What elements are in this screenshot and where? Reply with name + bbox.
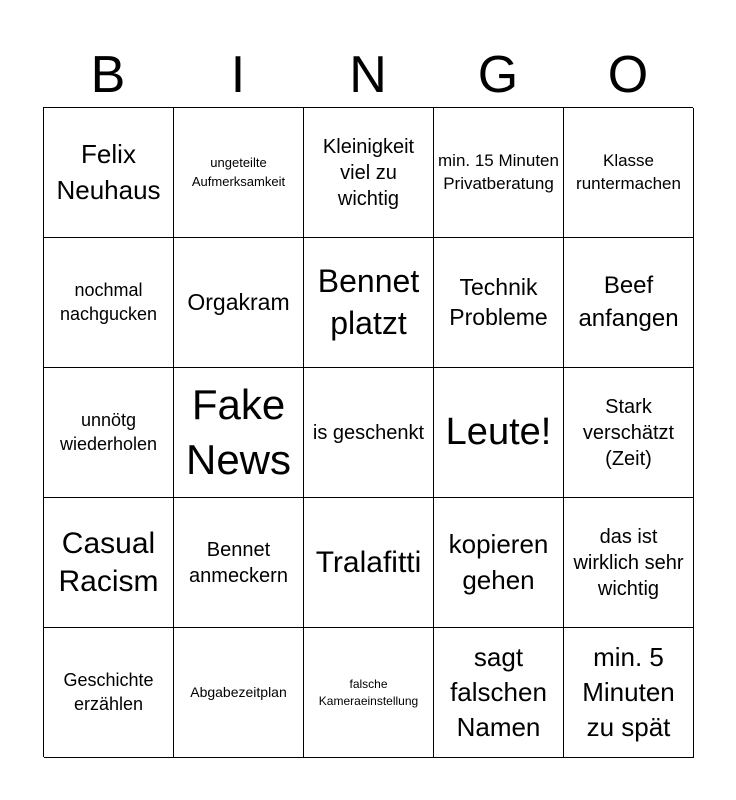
bingo-header [43,40,693,110]
header-letter-g: G [477,46,519,104]
cell-text: Abgabezeitplan [190,683,287,700]
bingo-cell[interactable] [434,628,564,758]
cell-text: nochmal nachgucken [59,280,158,324]
bingo-cell[interactable] [564,238,694,368]
bingo-grid [43,107,693,757]
bingo-cell[interactable] [174,108,304,238]
bingo-cell[interactable] [44,498,174,628]
cell-text: Leute! [445,410,552,453]
cell-text: das ist wirklich sehr wichtig [573,525,684,600]
cell-text: Felix Neuhaus [56,139,161,205]
cell-text: kopieren gehen [448,529,549,595]
bingo-cell[interactable] [174,238,304,368]
cell-text: ungeteilte Aufmerksamkeit [191,155,286,189]
cell-text: Bennet anmeckern [189,538,288,587]
cell-text: min. 15 Minuten Privatberatung [438,150,559,193]
bingo-cell[interactable] [44,628,174,758]
bingo-cell[interactable] [434,238,564,368]
bingo-cell[interactable] [564,108,694,238]
cell-text: Beef anfangen [578,272,679,332]
header-letter-o: O [607,46,649,104]
bingo-cell[interactable] [434,368,564,498]
bingo-cell[interactable] [174,368,304,498]
bingo-cell[interactable] [174,498,304,628]
cell-text: min. 5 Minuten zu spät [582,641,675,743]
cell-text: Casual Racism [58,527,159,598]
bingo-cell[interactable] [304,628,434,758]
cell-text: Tralafitti [315,545,422,579]
bingo-cell[interactable] [434,108,564,238]
cell-text: Klasse runtermachen [576,150,681,193]
cell-text: Stark verschätzt (Zeit) [582,395,675,470]
bingo-cell[interactable] [564,498,694,628]
bingo-cell[interactable] [434,498,564,628]
cell-text: Kleinigkeit viel zu wichtig [322,135,415,210]
header-letter-i: I [230,46,246,104]
bingo-cell[interactable] [564,628,694,758]
cell-text: Bennet platzt [317,262,420,341]
cell-text: sagt falschen Namen [450,641,547,743]
bingo-cell[interactable] [174,628,304,758]
bingo-cell[interactable] [44,108,174,238]
cell-text: Geschichte erzählen [63,670,154,714]
cell-text: falsche Kameraeinstellung [318,676,419,708]
cell-text: Technik Probleme [449,273,548,330]
bingo-cell[interactable] [304,498,434,628]
bingo-cell[interactable] [304,108,434,238]
cell-text: unnötg wiederholen [59,410,158,454]
bingo-cell[interactable] [564,368,694,498]
bingo-cell[interactable] [304,368,434,498]
header-letter-n: N [349,46,387,104]
bingo-cell[interactable] [44,368,174,498]
bingo-cell[interactable] [304,238,434,368]
cell-text: Fake News [185,380,292,483]
header-letter-b: B [90,46,126,104]
bingo-cell[interactable] [44,238,174,368]
cell-text: Orgakram [187,288,290,315]
cell-text: is geschenkt [312,421,425,444]
